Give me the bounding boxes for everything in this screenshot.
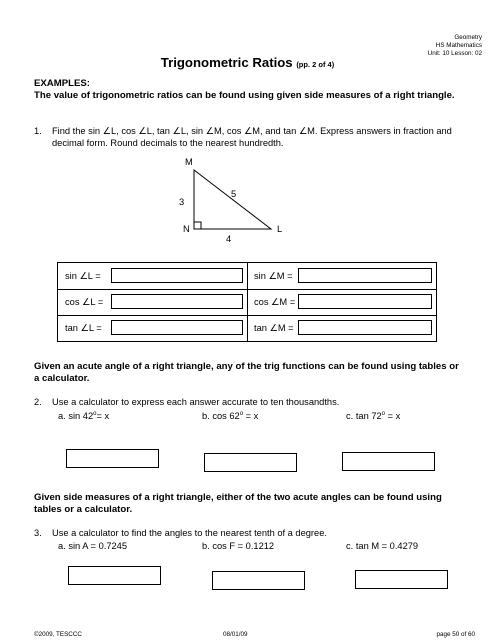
problem2-number: 2. [34,397,42,407]
problem3-part-c: c. tan M = 0.4279 [346,541,419,551]
section2-intro: Given an acute angle of a right triangle, any of the trig functions can be found using tables or a calculator. [34,361,459,384]
side-mn-label: 3 [179,197,185,207]
footer-page-number: page 50 of 60 [436,631,475,638]
right-triangle-diagram [170,155,300,250]
cos-l-label: cos ∠L = [65,297,104,307]
problem3-part-b: b. cos F = 0.1212 [202,541,275,551]
cos-m-label: cos ∠M = [254,297,296,307]
problem3-text: Use a calculator to find the angles to the nearest tenth of a degree. [52,528,327,538]
problem2-c-answer-box[interactable] [342,452,435,471]
sin-m-label: sin ∠M = [254,271,293,281]
right-angle-marker [194,222,201,229]
problem3-number: 3. [34,528,42,538]
problem2-part-c: c. $\tan 72^o = x$ [346,411,401,422]
tan-m-label: tan ∠M = [254,323,294,333]
sin-l-answer-box[interactable] [111,268,243,283]
tan-l-label: tan ∠L = [65,323,102,333]
problem3-c-answer-box[interactable] [355,570,448,589]
problem2-part-b: b. $\cos 62^o = x$ [202,411,259,422]
header-level: HS Mathematics [435,42,482,50]
examples-intro: The value of trigonometric ratios can be found using given side measures of a right triangle. [34,90,455,101]
footer-date: 08/01/09 [223,631,248,638]
problem2-text: Use a calculator to express each answer accurate to ten thousandths. [52,397,340,407]
vertex-n-label: N [183,224,190,234]
section3-intro: Given side measures of a right triangle, either of the two acute angles can be found using tables or a calculator. [34,492,442,515]
vertex-l-label: L [277,224,283,234]
tan-m-answer-box[interactable] [298,320,432,335]
problem2-b-answer-box[interactable] [204,453,297,472]
problem3-part-a: a. sin A = 0.7245 [58,541,128,551]
problem3-b-answer-box[interactable] [212,571,305,590]
problem1-text: Find the sin ∠L, cos ∠L, tan ∠L, sin ∠M, cos ∠M, and tan ∠M. Express answers in fraction and decimal form. Round decimals to the nearest hundredth. [52,126,452,148]
tan-l-answer-box[interactable] [111,320,243,335]
problem2-a-answer-box[interactable] [66,449,159,468]
sin-l-label: sin ∠L = [65,271,101,281]
trig-answer-table [57,262,437,342]
header-subject: Geometry [454,34,482,41]
vertex-m-label: M [185,157,193,167]
problem2-part-a: a. $\sin 42^o= x$ [58,411,110,422]
problem3-a-answer-box[interactable] [68,566,161,585]
side-nl-label: 4 [226,234,232,244]
cos-l-answer-box[interactable] [111,294,243,309]
header-unit: Unit: 10 Lesson: 02 [427,50,482,58]
problem1-number: 1. [34,126,42,136]
cos-m-answer-box[interactable] [298,294,432,309]
examples-heading: EXAMPLES: [34,78,90,89]
title-pages: (pp. 2 of 4) [296,60,335,69]
side-ml-label: 5 [231,189,237,199]
page-title [0,55,495,70]
title-text: Trigonometric Ratios [160,55,297,70]
sin-m-answer-box[interactable] [298,268,432,283]
footer-copyright: ©2009, TESCCC [34,631,82,638]
